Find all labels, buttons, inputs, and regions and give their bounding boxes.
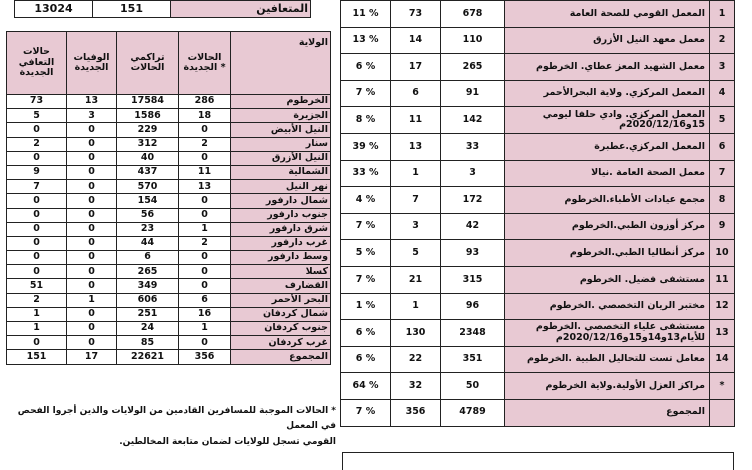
index-cell: 11 [710,266,735,293]
positivity-rate-cell: 7 % [341,80,391,107]
positivity-rate-cell: 64 % [341,373,391,400]
new-recoveries-cell: 0 [7,236,67,250]
new-deaths-cell: 1 [67,293,117,307]
lab-name-cell: معمل الشهيد المعز عطاي. الخرطوم [505,54,710,81]
new-cases-cell: 2 [179,137,231,151]
tests-cell: 93 [441,240,505,267]
positive-cases-cell: 1 [391,293,441,320]
lab-row [341,240,735,267]
index-cell: 6 [710,133,735,160]
lab-row [341,213,735,240]
state-name-cell: البحر الأحمر [231,293,331,307]
new-cases-cell: 0 [179,123,231,137]
new-cases-cell: 2 [179,236,231,250]
state-name-cell: غرب دارفور [231,236,331,250]
new-cases-cell: 0 [179,265,231,279]
state-name-cell: سنار [231,137,331,151]
positivity-rate-cell: 6 % [341,54,391,81]
new-cases-cell: 0 [179,151,231,165]
new-deaths-cell: 0 [67,307,117,321]
cumulative-cases-cell: 229 [117,123,179,137]
new-cases-cell: 6 [179,293,231,307]
new-cases-cell: 1 [179,322,231,336]
labs-table [340,0,735,427]
index-cell: 2 [710,27,735,54]
state-name-cell: غرب كردفان [231,336,331,350]
index-cell: 14 [710,346,735,373]
positive-cases-cell: 7 [391,187,441,214]
header-new-deaths: الوفيات الجديدة [67,32,117,95]
positive-cases-cell: 17 [391,54,441,81]
summary-value-1: 151 [93,1,171,18]
new-recoveries-cell: 73 [7,95,67,109]
cumulative-cases-cell: 1586 [117,109,179,123]
lab-name-cell: مركز أنطاليا الطبي.الخرطوم [505,240,710,267]
positive-cases-cell: 21 [391,266,441,293]
index-cell: 1 [710,1,735,28]
new-deaths-cell: 0 [67,279,117,293]
tests-cell: 4789 [441,399,505,426]
new-cases-cell: 18 [179,109,231,123]
cumulative-cases-cell: 312 [117,137,179,151]
new-deaths-cell: 0 [67,236,117,250]
lab-name-cell: معمل معهد النيل الأزرق [505,27,710,54]
positivity-rate-cell: 5 % [341,240,391,267]
new-deaths-cell: 0 [67,151,117,165]
tests-cell: 351 [441,346,505,373]
positivity-rate-cell: 7 % [341,213,391,240]
header-cumulative-cases: تراكمي الحالات [117,32,179,95]
positive-cases-cell: 11 [391,107,441,134]
header-new-recoveries: حالات التعافي الجديدة [7,32,67,95]
new-recoveries-cell: 1 [7,322,67,336]
state-row [7,350,331,364]
tests-cell: 110 [441,27,505,54]
new-cases-cell: 0 [179,279,231,293]
state-row [7,279,331,293]
positive-cases-cell: 14 [391,27,441,54]
state-row [7,194,331,208]
new-deaths-cell: 17 [67,350,117,364]
state-row [7,293,331,307]
cumulative-cases-cell: 349 [117,279,179,293]
state-name-cell: الجزيرة [231,109,331,123]
positivity-rate-cell: 8 % [341,107,391,134]
new-deaths-cell: 0 [67,165,117,179]
new-recoveries-cell: 0 [7,123,67,137]
header-new-cases: الحالات الجديدة * [179,32,231,95]
lab-row [341,27,735,54]
cumulative-cases-cell: 251 [117,307,179,321]
positivity-rate-cell: 39 % [341,133,391,160]
state-row [7,322,331,336]
cumulative-cases-cell: 22621 [117,350,179,364]
new-deaths-cell: 0 [67,222,117,236]
new-recoveries-cell: 0 [7,151,67,165]
lab-row [341,160,735,187]
new-deaths-cell: 3 [67,109,117,123]
lab-row [341,373,735,400]
index-cell: 10 [710,240,735,267]
index-cell: 9 [710,213,735,240]
index-cell: 13 [710,320,735,347]
new-cases-cell: 0 [179,208,231,222]
tests-cell: 3 [441,160,505,187]
lab-row [341,187,735,214]
lab-name-cell: المعمل القومي للصحة العامة [505,1,710,28]
new-cases-cell: 11 [179,165,231,179]
positivity-rate-cell: 11 % [341,1,391,28]
tests-cell: 172 [441,187,505,214]
state-name-cell: المجموع [231,350,331,364]
lab-row [341,107,735,134]
new-recoveries-cell: 0 [7,336,67,350]
state-name-cell: النيل الأبيض [231,123,331,137]
state-row [7,109,331,123]
cumulative-cases-cell: 23 [117,222,179,236]
index-cell [710,399,735,426]
new-recoveries-cell: 0 [7,208,67,222]
lab-name-cell: مستشفى علياء التخصصي .الخرطوم للأيام13و14و15و2020/12/16م [505,320,710,347]
cumulative-cases-cell: 85 [117,336,179,350]
new-recoveries-cell: 1 [7,307,67,321]
new-recoveries-cell: 2 [7,137,67,151]
index-cell: 7 [710,160,735,187]
cumulative-cases-cell: 154 [117,194,179,208]
new-cases-cell: 0 [179,251,231,265]
positive-cases-cell: 6 [391,80,441,107]
lab-name-cell: المعمل المركزي. ولاية البحرالأحمر [505,80,710,107]
tests-cell: 678 [441,1,505,28]
positivity-rate-cell: 7 % [341,266,391,293]
tests-cell: 50 [441,373,505,400]
lab-row [341,80,735,107]
state-name-cell: وسط دارفور [231,251,331,265]
states-table [6,31,331,365]
cumulative-cases-cell: 570 [117,180,179,194]
bottom-border [342,452,734,453]
state-row [7,151,331,165]
state-name-cell: الخرطوم [231,95,331,109]
tests-cell: 315 [441,266,505,293]
new-cases-cell: 356 [179,350,231,364]
positive-cases-cell: 3 [391,213,441,240]
positive-cases-cell: 5 [391,240,441,267]
new-deaths-cell: 0 [67,194,117,208]
lab-name-cell: مجمع عيادات الأطباء.الخرطوم [505,187,710,214]
header-state: الولاية [231,32,331,95]
new-deaths-cell: 0 [67,137,117,151]
cumulative-cases-cell: 606 [117,293,179,307]
lab-row [341,133,735,160]
lab-name-cell: المعمل المركزي. وادي حلفا ليومي 15و2020/12/16م [505,107,710,134]
positivity-rate-cell: 6 % [341,346,391,373]
tests-cell: 91 [441,80,505,107]
new-recoveries-cell: 0 [7,251,67,265]
summary-table [14,0,311,18]
positive-cases-cell: 32 [391,373,441,400]
lab-row [341,54,735,81]
lab-name-cell: مراكز العزل الأولية.ولاية الخرطوم [505,373,710,400]
new-recoveries-cell: 151 [7,350,67,364]
new-deaths-cell: 0 [67,180,117,194]
states-table-header [7,32,331,95]
lab-name-cell: المجموع [505,399,710,426]
cumulative-cases-cell: 56 [117,208,179,222]
tests-cell: 96 [441,293,505,320]
index-cell: * [710,373,735,400]
summary-label: المتعافين [171,1,311,18]
state-name-cell: جنوب دارفور [231,208,331,222]
state-name-cell: القضارف [231,279,331,293]
cumulative-cases-cell: 265 [117,265,179,279]
new-deaths-cell: 0 [67,251,117,265]
new-recoveries-cell: 0 [7,265,67,279]
state-row [7,165,331,179]
state-row [7,137,331,151]
new-deaths-cell: 0 [67,123,117,137]
new-recoveries-cell: 2 [7,293,67,307]
new-deaths-cell: 0 [67,208,117,222]
footnote-line-2: القومي تسجل للولايات لضمان متابعة المخالطين. [119,436,336,447]
index-cell: 8 [710,187,735,214]
state-name-cell: شمال كردفان [231,307,331,321]
lab-row [341,1,735,28]
lab-name-cell: المعمل المركزي.عطبرة [505,133,710,160]
footnote [4,404,336,450]
new-deaths-cell: 0 [67,265,117,279]
footnote-line-1: * الحالات الموجبة للمسافرين القادمين من الولايات والذين أجروا الفحص في المعمل [17,406,336,432]
new-deaths-cell: 0 [67,336,117,350]
positivity-rate-cell: 1 % [341,293,391,320]
new-recoveries-cell: 5 [7,109,67,123]
lab-row [341,399,735,426]
tests-cell: 265 [441,54,505,81]
lab-name-cell: مختبر الريان التخصصي .الخرطوم [505,293,710,320]
state-row [7,336,331,350]
state-row [7,180,331,194]
state-row [7,251,331,265]
new-cases-cell: 1 [179,222,231,236]
new-deaths-cell: 13 [67,95,117,109]
new-cases-cell: 13 [179,180,231,194]
state-name-cell: جنوب كردفان [231,322,331,336]
state-row [7,123,331,137]
state-row [7,222,331,236]
cumulative-cases-cell: 437 [117,165,179,179]
new-recoveries-cell: 7 [7,180,67,194]
bottom-border-left [342,452,343,470]
lab-name-cell: مستشفى فضيل. الخرطوم [505,266,710,293]
index-cell: 12 [710,293,735,320]
new-cases-cell: 0 [179,194,231,208]
positivity-rate-cell: 6 % [341,320,391,347]
state-row [7,236,331,250]
positivity-rate-cell: 7 % [341,399,391,426]
positive-cases-cell: 13 [391,133,441,160]
positivity-rate-cell: 33 % [341,160,391,187]
tests-cell: 142 [441,107,505,134]
lab-name-cell: معمل الصحة العامة .نيالا [505,160,710,187]
index-cell: 3 [710,54,735,81]
positive-cases-cell: 73 [391,1,441,28]
lab-row [341,293,735,320]
lab-row [341,346,735,373]
state-row [7,307,331,321]
positive-cases-cell: 356 [391,399,441,426]
lab-name-cell: معامل تست للتحاليل الطبية .الخرطوم [505,346,710,373]
cumulative-cases-cell: 24 [117,322,179,336]
state-name-cell: الشمالية [231,165,331,179]
state-row [7,265,331,279]
positivity-rate-cell: 13 % [341,27,391,54]
cumulative-cases-cell: 17584 [117,95,179,109]
new-cases-cell: 286 [179,95,231,109]
state-name-cell: كسلا [231,265,331,279]
lab-name-cell: مركز أوزون الطبي.الخرطوم [505,213,710,240]
bottom-border-right [733,452,734,470]
positive-cases-cell: 22 [391,346,441,373]
lab-row [341,320,735,347]
new-deaths-cell: 0 [67,322,117,336]
state-name-cell: النيل الأزرق [231,151,331,165]
cumulative-cases-cell: 44 [117,236,179,250]
cumulative-cases-cell: 6 [117,251,179,265]
positive-cases-cell: 130 [391,320,441,347]
tests-cell: 42 [441,213,505,240]
positivity-rate-cell: 4 % [341,187,391,214]
new-cases-cell: 16 [179,307,231,321]
state-row [7,95,331,109]
index-cell: 5 [710,107,735,134]
new-cases-cell: 0 [179,336,231,350]
summary-value-2: 13024 [15,1,93,18]
new-recoveries-cell: 51 [7,279,67,293]
positive-cases-cell: 1 [391,160,441,187]
new-recoveries-cell: 9 [7,165,67,179]
tests-cell: 33 [441,133,505,160]
cumulative-cases-cell: 40 [117,151,179,165]
tests-cell: 2348 [441,320,505,347]
state-name-cell: شرق دارفور [231,222,331,236]
lab-row [341,266,735,293]
state-name-cell: نهر النيل [231,180,331,194]
state-name-cell: شمال دارفور [231,194,331,208]
index-cell: 4 [710,80,735,107]
state-row [7,208,331,222]
new-recoveries-cell: 0 [7,222,67,236]
new-recoveries-cell: 0 [7,194,67,208]
